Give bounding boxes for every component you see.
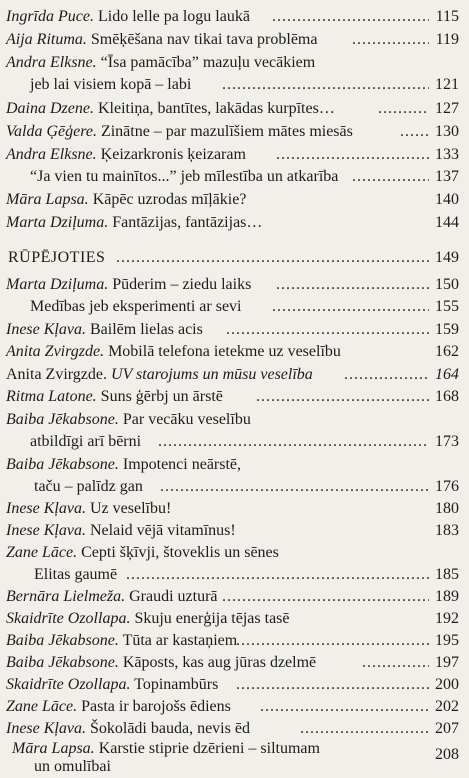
entry-page: 162 (429, 341, 459, 363)
toc-entry (0, 144, 469, 166)
entry-title: Graudi uzturā (129, 588, 218, 605)
entry-title: Uz veselību! (89, 500, 172, 517)
entry-page: 176 (429, 476, 459, 498)
entry-title: UV starojums un mūsu veselība (111, 366, 313, 383)
toc-entry (0, 189, 469, 211)
entry-author: Zane Lāce. (6, 544, 78, 561)
dot-leader (222, 74, 433, 96)
entry-author: Valda Ģēģere. (6, 123, 97, 140)
toc-entry (0, 121, 469, 143)
entry-author: Daina Dzene. (6, 100, 94, 117)
dot-leader (158, 431, 433, 453)
entry-page: 197 (429, 652, 459, 674)
entry-page: 130 (429, 121, 459, 143)
entry-title: atbildīgi arī bērni (30, 433, 142, 450)
entry-title: jeb lai visiem kopā – labi (30, 76, 192, 93)
dot-leader (272, 296, 433, 318)
entry-title: Tūta ar kastaņiem (122, 632, 238, 649)
toc-entry (0, 74, 469, 96)
entry-page: 115 (429, 6, 459, 28)
toc-entry (0, 498, 469, 520)
entry-title: Elitas gaumē (34, 566, 118, 583)
entry-page: 127 (429, 98, 459, 120)
entry-author: Ritma Latone. (6, 388, 97, 405)
entry-author: Skaidrīte Ozollapa. (6, 610, 131, 627)
entry-page: 180 (429, 498, 459, 520)
toc-entry (0, 364, 469, 386)
dot-leader (378, 98, 433, 120)
entry-author: Anita Zvirgzde. (6, 366, 108, 383)
dot-leader (344, 364, 433, 386)
entry-author: Zane Lāce. (6, 698, 78, 715)
toc-entry (0, 341, 469, 363)
entry-page: 144 (429, 212, 459, 234)
entry-author: Inese Kļava. (6, 321, 86, 338)
toc-entry (0, 274, 469, 296)
entry-page: 121 (429, 74, 459, 96)
entry-page: 150 (429, 274, 459, 296)
toc-entry (0, 718, 469, 740)
entry-author: Aija Rituma. (6, 31, 87, 48)
toc-entry (0, 608, 469, 630)
toc-entry (0, 98, 469, 120)
entry-title: Suns ģērbj un ārstē (100, 388, 223, 405)
entry-title: Skuju enerģija tējas tasē (134, 610, 290, 627)
entry-title: Šokolādi bauda, nevis ēd (89, 720, 250, 737)
entry-title: Lido lelle pa logu laukā (97, 8, 250, 25)
entry-author: Māra Lapsa. (12, 740, 95, 757)
entry-title: “Ja vien tu mainītos...” jeb mīlestība un atkarība (30, 168, 339, 185)
entry-title: Cepti šķīvji, štoveklis un sēnes (81, 544, 279, 561)
entry-title: Bailēm lielas acis (89, 321, 203, 338)
entry-page: 149 (429, 247, 459, 269)
toc-entry (0, 542, 469, 564)
entry-page: 183 (429, 520, 459, 542)
dot-leader (226, 319, 433, 341)
toc-entry (0, 520, 469, 542)
toc-entry (0, 431, 469, 453)
entry-page: 207 (429, 718, 459, 740)
dot-leader (236, 674, 433, 696)
toc-entry (0, 564, 469, 586)
entry-author: Baiba Jēkabsone. (6, 456, 119, 473)
dot-leader (256, 386, 433, 408)
entry-author: Inese Kļava. (6, 500, 86, 517)
entry-author: Andra Elksne. (6, 146, 97, 163)
entry-author: Bernāra Lielmeža. (6, 588, 126, 605)
dot-leader (300, 718, 433, 740)
entry-title: Pūderim – ziedu laiks (112, 276, 252, 293)
entry-author: Inese Kļava. (6, 720, 86, 737)
entry-author: Baiba Jēkabsone. (6, 411, 119, 428)
entry-page: 208 (429, 744, 459, 766)
toc-entry (0, 696, 469, 718)
entry-title: Mobilā telefona ietekme uz veselību (108, 343, 341, 360)
entry-title: un omulībai (34, 758, 111, 775)
entry-page: 140 (429, 189, 459, 211)
entry-title: Smēķēšana nav tikai tava problēma (90, 31, 318, 48)
entry-page: 195 (429, 630, 459, 652)
entry-title: Kāposts, kas aug jūras dzelmē (122, 654, 317, 671)
dot-leader (352, 29, 433, 51)
entry-author: Baiba Jēkabsone. (6, 632, 119, 649)
entry-title: Pasta ir barojošs ēdiens (81, 698, 231, 715)
entry-page: 137 (429, 166, 459, 188)
toc-entry (0, 6, 469, 28)
toc-entry (0, 52, 469, 74)
dot-leader (126, 564, 433, 586)
dot-leader (222, 586, 433, 608)
toc-entry (0, 386, 469, 408)
entry-author: Māra Lapsa. (6, 191, 89, 208)
toc-entry (0, 586, 469, 608)
dot-leader (352, 166, 433, 188)
entry-title: Fantāzijas, fantāzijas… (112, 214, 263, 231)
section-heading-rupejoties (0, 247, 469, 269)
toc-entry (0, 212, 469, 234)
toc-entry (0, 674, 469, 696)
entry-title: Kāpēc uzrodas mīļākie? (92, 191, 247, 208)
dot-leader (260, 696, 433, 718)
toc-entry (0, 29, 469, 51)
entry-page: 164 (429, 364, 459, 386)
toc-entry (0, 454, 469, 476)
entry-page: 119 (429, 29, 459, 51)
entry-author: Baiba Jēkabsone. (6, 654, 119, 671)
toc-entry (0, 409, 469, 431)
entry-page: 155 (429, 296, 459, 318)
entry-title: Impotenci neārstē, (122, 456, 242, 473)
dot-leader (272, 6, 433, 28)
entry-author: Inese Kļava. (6, 522, 86, 539)
entry-title: “Īsa pamācība” mazuļu vecākiem (100, 54, 316, 71)
entry-page: 200 (429, 674, 459, 696)
entry-author: Marta Dziļuma. (6, 214, 109, 231)
entry-page: 168 (429, 386, 459, 408)
entry-title: Nelaid vējā vitamīnus! (89, 522, 236, 539)
entry-page: 159 (429, 319, 459, 341)
entry-author: Marta Dziļuma. (6, 276, 109, 293)
dot-leader (160, 476, 433, 498)
entry-title: Topinambūrs (134, 676, 219, 693)
entry-title: Karstie stiprie dzērieni – siltumam (98, 740, 320, 757)
entry-title: Zinātne – par mazulīšiem mātes miesās (100, 123, 353, 140)
entry-author: Skaidrīte Ozollapa. (6, 676, 131, 693)
entry-page: 173 (429, 431, 459, 453)
toc-entry (0, 296, 469, 318)
entry-page: 202 (429, 696, 459, 718)
toc-entry (0, 476, 469, 498)
toc-entry (0, 630, 469, 652)
entry-title: taču – palīdz gan (34, 478, 143, 495)
section-title: RŪPĒJOTIES (8, 249, 106, 266)
entry-page: 192 (429, 608, 459, 630)
entry-title: Kleitiņa, bantītes, lakādas kurpītes… (97, 100, 335, 117)
entry-page: 185 (429, 564, 459, 586)
dot-leader (116, 247, 433, 269)
toc-entry (0, 166, 469, 188)
dot-leader (276, 274, 433, 296)
dot-leader (276, 144, 433, 166)
entry-page: 189 (429, 586, 459, 608)
dot-leader (362, 652, 433, 674)
toc-entry (0, 319, 469, 341)
entry-author: Andra Elksne. (6, 54, 97, 71)
entry-page: 133 (429, 144, 459, 166)
entry-title: Ķeizarkronis ķeizaram (100, 146, 246, 163)
dot-leader (236, 630, 433, 652)
entry-title: Medības jeb eksperimenti ar sevi (30, 298, 242, 315)
entry-author: Anita Zvirgzde. (6, 343, 105, 360)
toc-entry (0, 652, 469, 674)
entry-author: Ingrīda Puce. (6, 8, 94, 25)
entry-title: Par vecāku veselību (122, 411, 251, 428)
